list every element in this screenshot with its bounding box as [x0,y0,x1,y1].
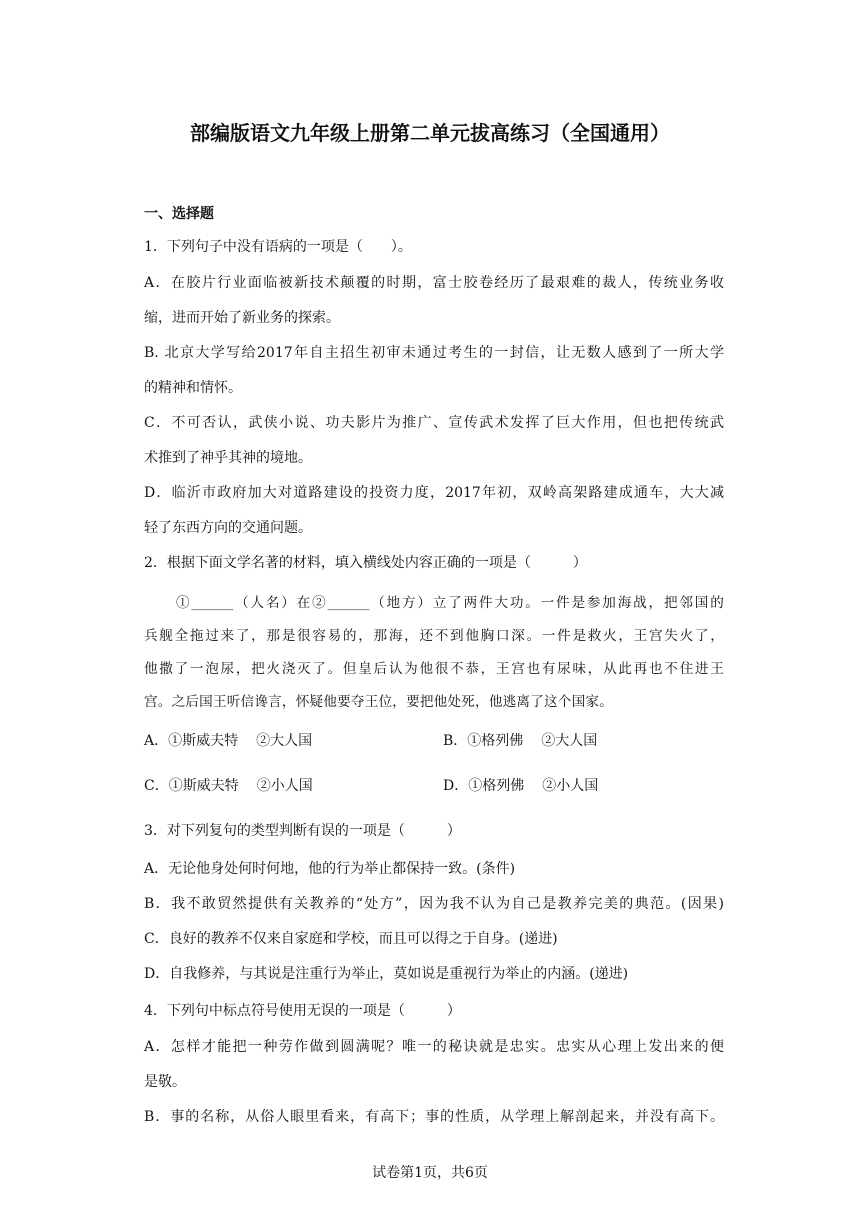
question-3-option-d: D．自我修养，与其说是注重行为举止，莫如说是重视行为举止的内涵。(递进) [144,966,629,982]
question-1-option-b-line-2: 的精神和情怀。 [144,380,242,396]
question-2-option-b [443,730,597,752]
option-a-author: A．①斯威夫特 [144,733,239,749]
question-1-option-a-line-2: 缩，进而开始了新业务的探索。 [144,310,340,326]
option-d-author: D．①格列佛 [443,778,525,794]
option-b-place: ②大人国 [541,733,598,749]
question-2-passage-line-4: 宫。之后国王听信谗言，怀疑他要夺王位，要把他处死，他逃离了这个国家。 [144,694,613,710]
question-4-option-a-line-1: A．怎样才能把一种劳作做到圆满呢？唯一的秘诀就是忠实。忠实从心理上发出来的便 [144,1039,724,1055]
question-3-option-c: C．良好的教养不仅来自家庭和学校，而且可以得之于自身。(递进) [144,931,558,947]
option-a-place: ②大人国 [256,733,313,749]
question-1-option-b-line-1: B. 北京大学写给2017年自主招生初审未通过考生的一封信，让无数人感到了一所大学 [144,345,724,361]
option-c-place: ②小人国 [256,778,313,794]
question-1-option-c-line-2: 术推到了神乎其神的境地。 [144,450,312,466]
page-footer: 试卷第1页，共6页 [372,1165,488,1181]
question-3-stem: 3．对下列复句的类型判断有误的一项是（ ） [144,823,461,839]
page-title: 部编版语文九年级上册第二单元拔高练习（全国通用） [190,121,670,145]
question-2-passage-line-3: 他撒了一泡尿，把火浇灭了。但皇后认为他很不恭，王宫也有尿味，从此再也不住进王 [144,661,724,677]
option-d-place: ②小人国 [542,778,599,794]
question-1-option-a-line-1: A．在胶片行业面临被新技术颠覆的时期，富士胶卷经历了最艰难的裁人，传统业务收 [144,275,724,291]
question-2-option-a [144,730,312,752]
question-1-stem: 1．下列句子中没有语病的一项是（ ）。 [144,239,412,255]
question-2-stem: 2．根据下面文学名著的材料，填入横线处内容正确的一项是（ ） [144,555,587,571]
question-4-stem: 4．下列句中标点符号使用无误的一项是（ ） [144,1003,461,1019]
question-4-option-a-line-2: 是敬。 [144,1074,186,1090]
question-2-passage-line-2: 兵舰全拖过来了，那是很容易的，那海，还不到他胸口深。一件是救火，王宫失火了， [144,628,724,644]
question-1-option-d-line-1: D．临沂市政府加大对道路建设的投资力度，2017年初，双岭高架路建成通车，大大减 [144,485,724,501]
question-3-option-a: A．无论他身处何时何地，他的行为举止都保持一致。(条件) [144,861,516,877]
question-4-option-b-line-1: B．事的名称，从俗人眼里看来，有高下；事的性质，从学理上解剖起来，并没有高下。 [144,1109,724,1125]
option-c-author: C．①斯威夫特 [144,778,239,794]
option-b-author: B．①格列佛 [443,733,524,749]
question-2-passage-line-1: ①______（人名）在②______（地方）立了两件大功。一件是参加海战，把邻国的 [176,595,724,611]
question-3-option-b: B．我不敢贸然提供有关教养的“处方”，因为我不认为自己是教养完美的典范。(因果) [144,896,724,912]
question-1-option-c-line-1: C．不可否认，武侠小说、功夫影片为推广、宣传武术发挥了巨大作用，但也把传统武 [144,415,724,431]
section-heading: 一、选择题 [144,206,214,222]
question-2-option-d [443,775,598,797]
question-2-option-c [144,775,313,797]
question-1-option-d-line-2: 轻了东西方向的交通问题。 [144,520,312,536]
